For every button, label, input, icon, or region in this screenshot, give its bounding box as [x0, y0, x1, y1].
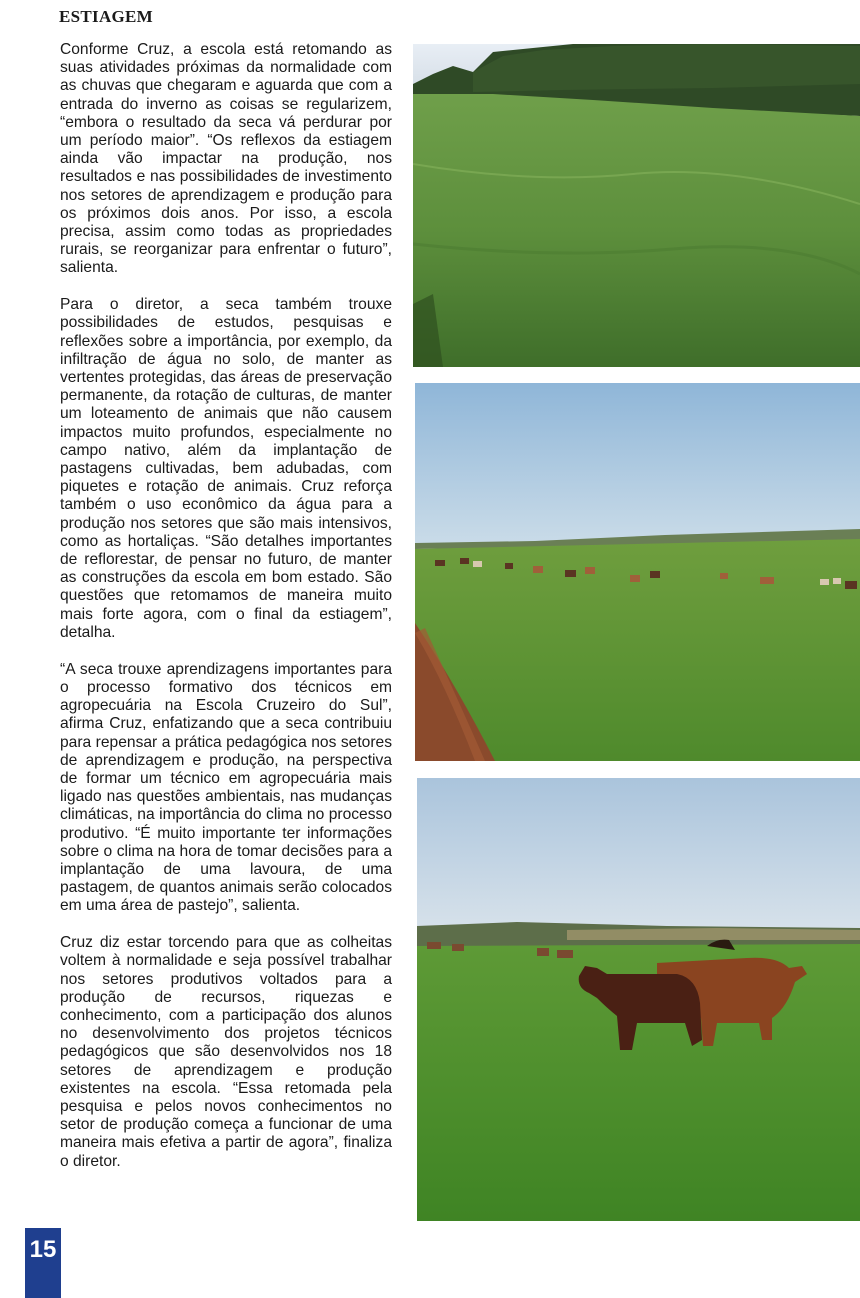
page-number-tab [25, 1228, 61, 1298]
photo-cows-pasture [417, 778, 860, 1221]
article-body [60, 41, 392, 1189]
page-number: 15 [29, 1236, 57, 1263]
article-paragraph: Conforme Cruz, a escola está retomando as suas atividades próximas da normalidade com as chuvas que chegaram e aguarda que com a entrada do inverno as coisas se regularizem, “embora o resultado da seca vá perdurar por um período maior”. “Os reflexos da estiagem ainda vão impactar na produção, nos resultados e nas possibilidades de investimento nos setores de aprendizagem e produção para os próximos dois anos. Por isso, a escola precisa, assim como todas as propriedades rurais, se reorganizar para enfrentar o futuro”, salienta. [60, 41, 392, 277]
article-paragraph: “A seca trouxe aprendizagens importantes para o processo formativo dos técnicos em agropecuária na Escola Cruzeiro do Sul”, afirma Cruz, enfatizando que a seca contribuiu para repensar a prática pedagógica nos setores de aprendizagem e produção, na perspectiva de formar um técnico em agropecuária mais ligado nas questões ambientais, nas mudanças climáticas, na importância do clima no processo produtivo. “É muito importante ter informações sobre o clima na hora de tomar decisões para a implantação de uma lavoura, de uma pastagem, de quantos animais serão colocados em uma área de pastejo”, salienta. [60, 660, 392, 915]
article-paragraph: Cruz diz estar torcendo para que as colheitas voltem à normalidade e seja possível trabalhar nos setores produtivos voltados para a produção de recursos, riquezas e conhecimento, com a participação dos alunos no desenvolvimento dos projetos técnicos pedagógicos que são desenvolvidos nos 18 setores de aprendizagem e produção existentes na escola. “Essa retomada pela pesquisa e pelos novos conhecimentos no setor de produção começa a funcionar de uma maneira mais efetiva a partir de agora”, finaliza o diretor. [60, 934, 392, 1170]
article-paragraph: Para o diretor, a seca também trouxe possibilidades de estudos, pesquisas e reflexões sobre a importância, por exemplo, da infiltração de água no solo, de manter as vertentes protegidas, das áreas de preservação permanente, da rotação de culturas, de manter um loteamento de animais que não causem impactos muito profundos, especialmente no campo nativo, além da implantação de pastagens cultivadas, bem adubadas, com piquetes e rotação de animais. Cruz reforça também o uso econômico da água para a produção nos setores que são mais intensivos, como as hortaliças. “São detalhes importantes de reflorestar, de pensar no futuro, de manter as construções da escola em bom estado. São questões que retomamos de maneira muito mais forte agora, com o final da estiagem”, detalha. [60, 296, 392, 641]
section-header: ESTIAGEM [59, 7, 154, 26]
photo-green-pasture [413, 44, 860, 367]
photo-cattle-grazing [415, 383, 860, 761]
